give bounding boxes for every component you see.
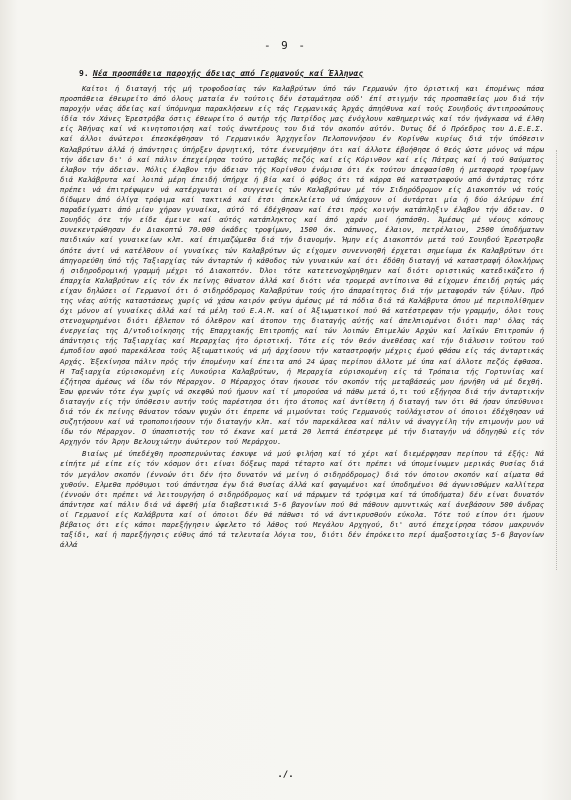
margin-mark bbox=[553, 150, 557, 570]
section-heading bbox=[79, 69, 549, 78]
paragraph-2: Βιαίως μέ ύπεδέχθη προσπερνώντας έσκυψε νά μού φιλήση καί τό χέρι καί διεμέρφησαν περίπου τά έξής: Νά είπήτε μέ είπε είς τόν κόσμον ότι είναι δόξεως παρά τέταρτο καί ότι πρέπει νά ύπομείνωμεν μερικάς θυσίας διά τόν μεγάλον σκοπόν (έννοών ότι δέν ήτο δυνατόν νά μείνη ό σιδηρόδρομος) διά τόν όποιον σκοπόν καί αίματα θά χυθούν. Ελμεθα πρόθυμοι τού άπάντησα έγω διά θυσίας άλλά καί φαγωμένοι καί ύποδημένοι θά άγωνισθώμεν καλλίτερα (έννοών ότι πρέπει νά λειτουργήση ό σιδηρόδρομος καί νά πάρωμεν τά τρόφιμα καί τά ύποδήματα) δέν είναι δυνατόν άπάντησε καί πάλιν διά νά άφεθή μία διαβεστικιά 5-6 βαγονίων πού θά πάθουν αμυντικώς καί άνεβάσουν 500 άνδρας οί Γερμανοί είς Καλάβρυτα καί οί όποιοι δέν θά πάθωσι τό νά άντικρυσθούν εύκολα. Τότε τού είπον ότι ήμουν βέβαιος ότι είς κάποι παρεξήγησιν ώφελετο τό λάθος τού Μεγάλου Αρχηγού, δι' αυτό έπεχείρησα τόσον μακρυνόν ταξίδι, καί ή παρεξήγησις εύθυς άπό τά τελευταία λόγια του, διότι δέν έπρόκειτο περί άμαξοστοιχίας 5-6 βαγονίων άλλά bbox=[60, 449, 544, 550]
page-footer: ./. bbox=[277, 770, 294, 780]
page-number: - 9 - bbox=[263, 39, 308, 52]
paragraph-1: Καίτοι ή διαταγή τής μή τροφοδοσίας τών Καλαβρύτων ύπό τών Γερμανών ήτο όριστική και έπομένως πάσα προσπάθεια έθεωρείτο άπό όλους ματαία έν τούτοις δέν έσταμάτησα ούδ' έπί στιγμήν τάς προσπαθείας μου διά τήν παροχήν νέας άδείας καί ύπόμνημα παρακλήσεων είς τάς Γερμανικάς Άρχάς άπηύθυνα καί τούς Σουηδούς άντιπροσώπους ίδία τόν Χάνες Έρεστρόβα όστις έθεωρείτο ό σωτήρ τής Πατρίδος μας ένόχλουν καθημερινώς καί τόν ήνάγκασα νά έλθη είς Άθήνας καί νά κινητοποιήση καί τούς άνωτέρους του διά τόν σκοπόν αύτόν. Όντως δέ ό Πρόεδρος του Δ.Ε.Ε.Σ. καί άλλοι άνώτεροι έπεσκέφθησαν τό Γερμανικόν Άρχηγεΐον Πελοποννήσου έν Κορίνθω κυρίως διά τήν ύπόθεσιν Καλαβρύτων άλλά ή άπάντησις ύπήρξεν άρνητική, τότε ένενεμήθην ότι καί άλλοτε έβοήθησε ό Θεός ώστε μόνος νά πάρω τήν άδειαν δι' ό καί πάλιν έπεχείρησα τούτο μεταβάς πεζός καί είς Κόρινθον καί είς Πάτρας καί ή τού θαύματος έλαβον τήν άδειαν. Μόλις έλαβον τήν άδειαν τής Κορίνθου ένόμισα ότι έκ τούτου άπεφασίσθη ή μεταφορά τροφίμων διά Καλάβρυτα καί λοιπά μέρη έπειδή ύπήρχε ή βία καί ό φόβος ότι τά κάρρα θά καταστραφούν από άντάρτας τότε πρέπει νά έπιτρέψωμεν νά κατέρχωνται οί συγγενείς τών Καλαβρύτων μέ τόν Σιδηρόδρομον είς Διακοπτόν νά τούς δίδωμεν άπό όλίγα τρόφιμα καί τακτικά καί έτσι άπεκλείετο νά ύπάρχουν οί άντάρται μία ή δύο άλεύρων έπί παραδείγματι άπό μίαν χήραν γυναίκα, αύτό τό έδέχθησαν καί έτσι πρός κοινήν κατάπληξιν έλαβον τήν άδειαν. Ο Σουηδός ότε τήν είδε έμεινε καί αύτός κατάπληκτος καί άπό χαράν μοί ήσπάσθη. Άμέσως μέ νέους κόπους συνεκεντρώθησαν έν Διακοπτώ 70.000 όκάδες τροφίμων, 1500 όκ. σάπωνος, έλαιον, πετρέλαιον, 2500 ύποδήματων παιδικών καί γυναικείων κλπ. καί έπιμαζώμεθα διά τήν διανομήν. Ήμην είς Διακοπτόν μετά τού Σουηδού Έρεστροβε όπότε άντί νά κατέλθουν οί γυναίκες τών Καλαβρύτων ώς είχομεν συνεννοηθή έρχεται σημείωμα έκ Καλαβρύτων ότι άπηγορεύθη ύπό τής Ταξιαρχίας τών άνταρτών ή κάθοδος τών γυναικών καί ότι έδόθη διαταγή νά καταστραφή όλοκλήρως ή σιδηροδρομική γραμμή μέχρι τό Διακοπτόν. Όλοι τότε κατετενοχώρηθημεν καί διότι οριστικώς κατεδικάζετο ή έπαρχία Καλαβρύτων είς τόν έκ πείνης θάνατον άλλά καί διότι νέα τρομερά αντίποινα θά είχομεν έπειδή ρητώς μάς είχαν δηλώσει οί Γερμανοί ότι ό σιδηρόδρομος Καλαβρύτων τούς ήτο άπαραίτητος διά τήν μεταφοράν τών ξύλων. Πρό της νέας αύτής καταστάσεως χωρίς νά χάσω καιρόν φεύγω άμέσως μέ τά πόδια διά τά Καλάβρυτα όπου μέ περιπολίθημεν όχι μόνον αί γυναίκες άλλά καί τά μέλη τού Ε.Α.Μ. καί οί Άξιωματικοί πού θά κατέστρεφαν τήν γραμμήν, όλοι τους στενοχωρημένοι διότι έβλεπον τό όλεθρον καί άτοπον της διαταγής αύτής καί άπελπισμένοι διότι παρ' όλας τάς ένεργείας της Δ/ντοδιοίκησης τής Επαρχιακής Επιτροπής καί τών λοιπών Επιμελών Αρχών καί λαϊκών Επιτροπών ή άπάντησις τής Ταξιαρχίας καί Μεραρχίας ήτο όριστική. Τότε είς τόν θεόν άνεθέσας καί τήν διάλυσιν τούτου τού έμποδίου αφού παρεκάλεσα τούς Άξιωματικούς νά μή άρχίσουν τήν καταστροφήν μέχρις έμού φθάσω είς τάς άνταρτικάς Αρχάς. Έξεκίνησα πάλιν πρός τήν έπομένην καί έπειτα από 24 ώρας περίπου άλλοτε μέ ύπα καί άλλοτε πεζός έφθασα. Η Ταξιαρχία εύρισκομένη είς Λυκούρια Καλαβρύτων, ή Μεραρχία εύρισκομένη είς τά Τρόπαια τής Γορτυνίας καί έζήτησα άμέσως νά ίδω τόν Μέραρχον. Ο Μέραρχος όταν ήκουσε τόν σκοπόν τής μεταβάσεώς μου ήρνήθη νά μέ δεχθή. Έσω φρενών τότε έγω χωρίς νά σκεφθώ πού ήμουν καί τί μπορούσα νά πάθω μετά ό,τι τού εξήγησα διά τήν άνταρτικήν διαταγήν είς τήν ύπόθεσιν αυτήν τούς παρέστησα ότι ήτο άτοπος καί άντίθετη ή διαταγή των ότι θά ήσαν ύπεύθυνοι διά τόν έκ πείνης θάνατον τόσων ψυχών ότι έπρεπε νά μιμούνται τούς Γερμανούς τούλάχιστον οί όποιοι έδέχθησαν νά συζητήσουν καί νά τροποποιήσουν τήν διαταγήν κλπ. καί τόν παρεκάλεσα καί πάλιν νά άναγγείλη τήν επιμονήν μου νά ίδω τόν Μέραρχον. Ο ύπασπιστής του τό έκανε καί μετά 20 λεπτά έπέστρεψε μέ τήν διαταγήν νά όδηγηθώ είς τόν Αρχηγόν τόν Άρην Βελουχιώτην άνώτερον τού Μεράρχου. bbox=[60, 84, 544, 447]
section-number: 9. bbox=[79, 69, 89, 78]
section-title: Νέα προσπάθεια παροχής άδειας από Γερμανούς καί Έλληνας bbox=[92, 69, 364, 78]
body-text bbox=[60, 84, 544, 552]
